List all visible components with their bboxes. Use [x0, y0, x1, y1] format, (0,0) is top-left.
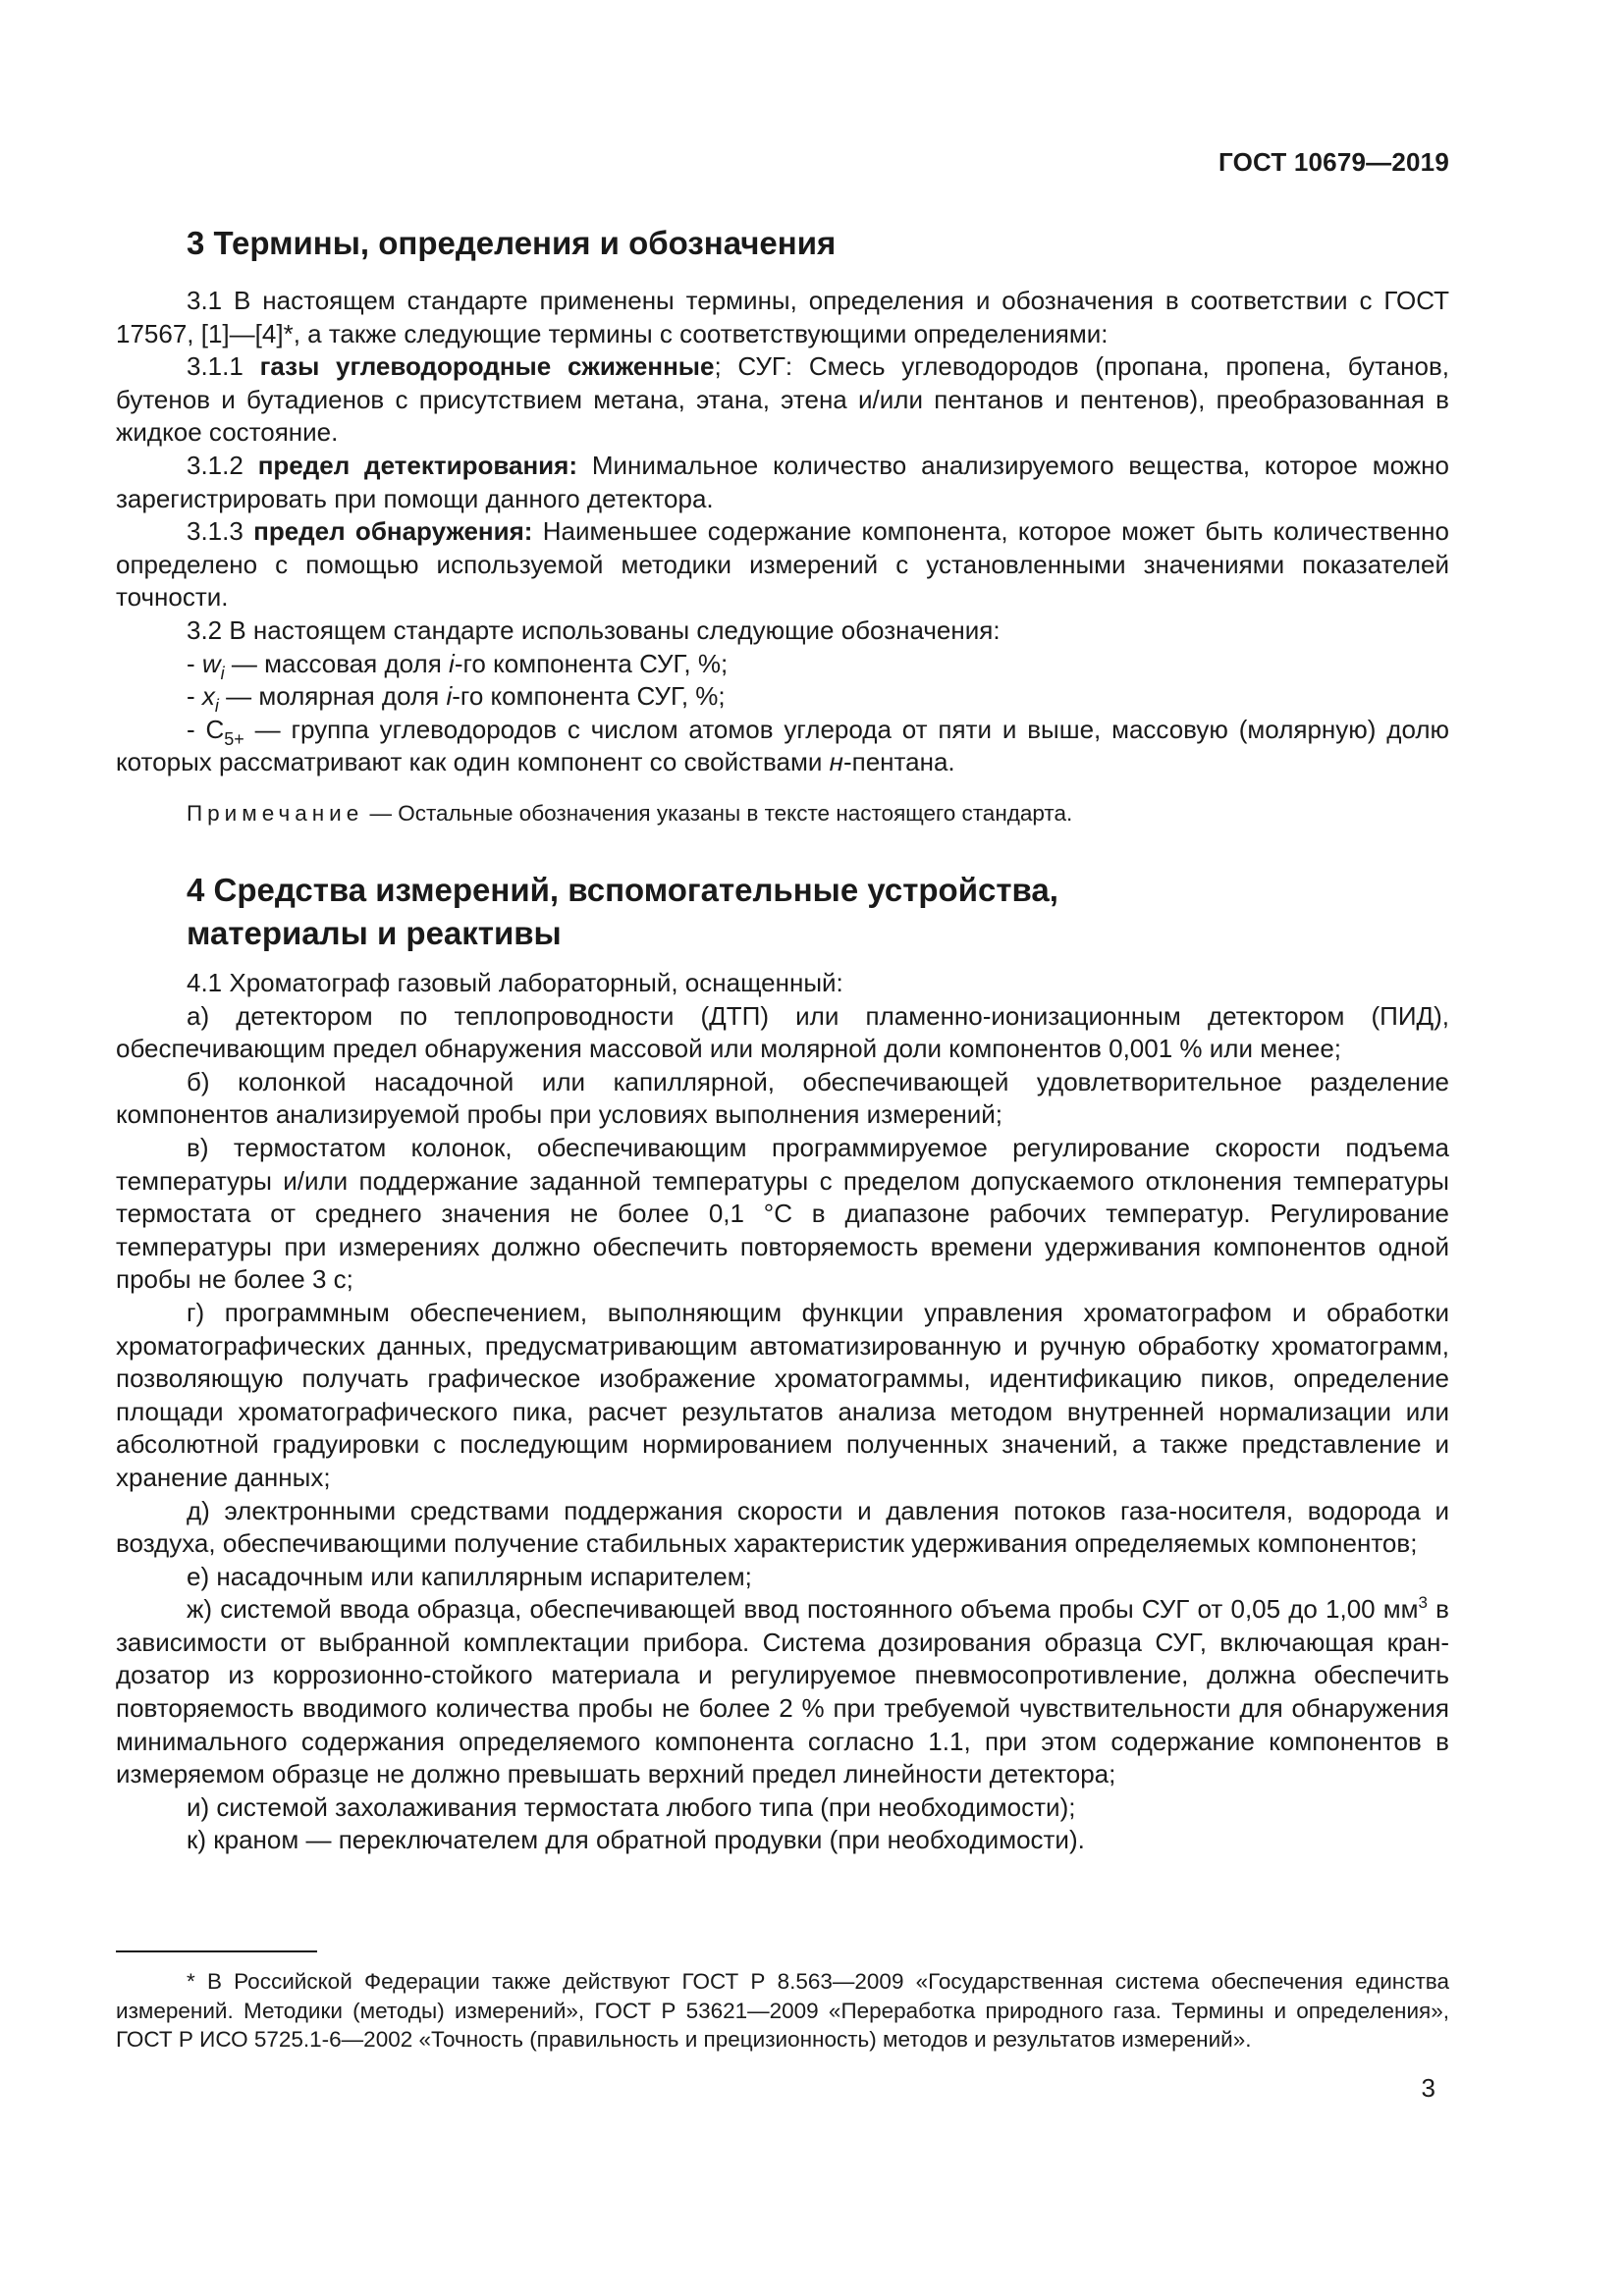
list-item-v: в) термостатом колонок, обеспечивающим программируемое регулирование скорости подъема температуры и/или поддержание заданной температуры с пределом допускаемого отклонения температуры термостата от среднего значения не более 0,1 °С в диапазоне рабочих температур. Регулирование температуры при измерениях должно обеспечить повторяемость времени удерживания компонентов одной пробы не более 3 с; [116, 1132, 1449, 1295]
note: Примечание — Остальные обозначения указаны в тексте настоящего стандарта. [187, 800, 1073, 826]
list-item-i: и) системой захолаживания термостата любого типа (при необходимости); [187, 1791, 1076, 1822]
symbol-item-x: - $x_i$ — молярная доля i-го компонента СУГ, %; [187, 681, 726, 717]
footnote [116, 1967, 1449, 2055]
note-label: Примечание [187, 800, 364, 826]
term-3-1-1: 3.1.1 газы углеводородные сжиженные; СУГ: Смесь углеводородов (пропана, пропена, бутанов, бутенов и бутадиенов с присутствием метана, этана, этена и/или пентанов и пентенов), преобразованная в жидкое состояние. [116, 351, 1449, 448]
section-4-body [116, 967, 1449, 1857]
term-name: предел детектирования: [257, 450, 577, 480]
paragraph-3-1: 3.1 В настоящем стандарте применены термины, определения и обозначения в соответствии с ГОСТ 17567, [1]—[4]*, а также следующие термины с соответствующими определениями: [116, 286, 1449, 348]
document-header: ГОСТ 10679—2019 [1218, 147, 1449, 177]
footnote-divider [116, 1950, 317, 1952]
paragraph-3-2: 3.2 В настоящем стандарте использованы следующие обозначения: [187, 614, 1001, 645]
list-item-b: б) колонкой насадочной или капиллярной, обеспечивающей удовлетворительное разделение компонентов анализируемой пробы при условиях выполнения измерений; [116, 1066, 1449, 1130]
section-4-title: 4 Средства измерений, вспомогательные устройства, материалы и реактивы [187, 872, 1058, 951]
term-name: предел обнаружения: [253, 516, 533, 547]
list-item-a: а) детектором по теплопроводности (ДТП) или пламенно-ионизационным детектором (ПИД), обеспечивающим предел обнаружения массовой или молярной доли компонентов 0,001 % или менее; [116, 1000, 1449, 1064]
symbol-item-w: - $w_i$ — массовая доля i-го компонента СУГ, %; [187, 648, 729, 683]
list-item-k: к) краном — переключателем для обратной продувки (при необходимости). [187, 1825, 1085, 1855]
term-name: газы углеводородные сжиженные [259, 351, 715, 382]
paragraph-4-1: 4.1 Хроматограф газовый лабораторный, оснащенный: [187, 968, 843, 997]
section-3-title: 3 Термины, определения и обозначения [187, 225, 837, 261]
term-3-1-3: 3.1.3 предел обнаружения: Наименьшее содержание компонента, которое может быть количественно определено с помощью используемой методики измерений с установленными значениями показателей точности. [116, 516, 1449, 613]
list-item-g: г) программным обеспечением, выполняющим функции управления хроматографом и обработки хроматографических данных, предусматривающим автоматизированную и ручную обработку хроматограмм, позволяющую получать графическое изображение хроматограммы, идентификацию пиков, определение площади хроматографического пика, расчет результатов анализа методом внутренней нормализации или абсолютной градуировки с последующим нормированием полученных значений, а также представление и хранение данных; [116, 1297, 1449, 1492]
page-number: 3 [1421, 2073, 1435, 2103]
list-item-e: е) насадочным или капиллярным испарителем; [187, 1561, 752, 1591]
list-item-zh: ж) системой ввода образца, обеспечивающей ввод постоянного объема пробы СУГ от 0,05 до 1,00 $мм^3$ в зависимости от выбранной комплектации прибора. Система дозирования образца СУГ, включающая кран-дозатор из коррозионно-стойкого материала и регулируемое пневмосопротивление, должна обеспечить повторяемость вводимого количества пробы не более 2 % при требуемой чувствительности для обнаружения минимального содержания определяемого компонента согласно 1.1, при этом содержание компонентов в измеряемом образце не должно превышать верхний предел линейности детектора; [116, 1593, 1449, 1789]
list-item-d: д) электронными средствами поддержания скорости и давления потоков газа-носителя, водорода и воздуха, обеспечивающими получение стабильных характеристик удерживания определяемых компонентов; [116, 1495, 1449, 1559]
term-3-1-2: 3.1.2 предел детектирования: Минимальное количество анализируемого вещества, которое можно зарегистрировать при помощи данного детектора. [116, 450, 1449, 513]
section-3-body [116, 285, 1449, 828]
footnote-text: * В Российской Федерации также действуют ГОСТ Р 8.563—2009 «Государственная система обеспечения единства измерений. Методики (методы) измерений», ГОСТ Р 53621—2009 «Переработка природного газа. Термины и определения», ГОСТ Р ИСО 5725.1-6—2002 «Точность (правильность и прецизионность) методов и результатов измерений». [116, 1969, 1449, 2052]
symbol-item-c5: - $C_{5+}$ — группа углеводородов с числом атомов углерода от пяти и выше, массовую (молярную) долю которых рассматривают как один компонент со свойствами н-пентана. [116, 714, 1450, 777]
